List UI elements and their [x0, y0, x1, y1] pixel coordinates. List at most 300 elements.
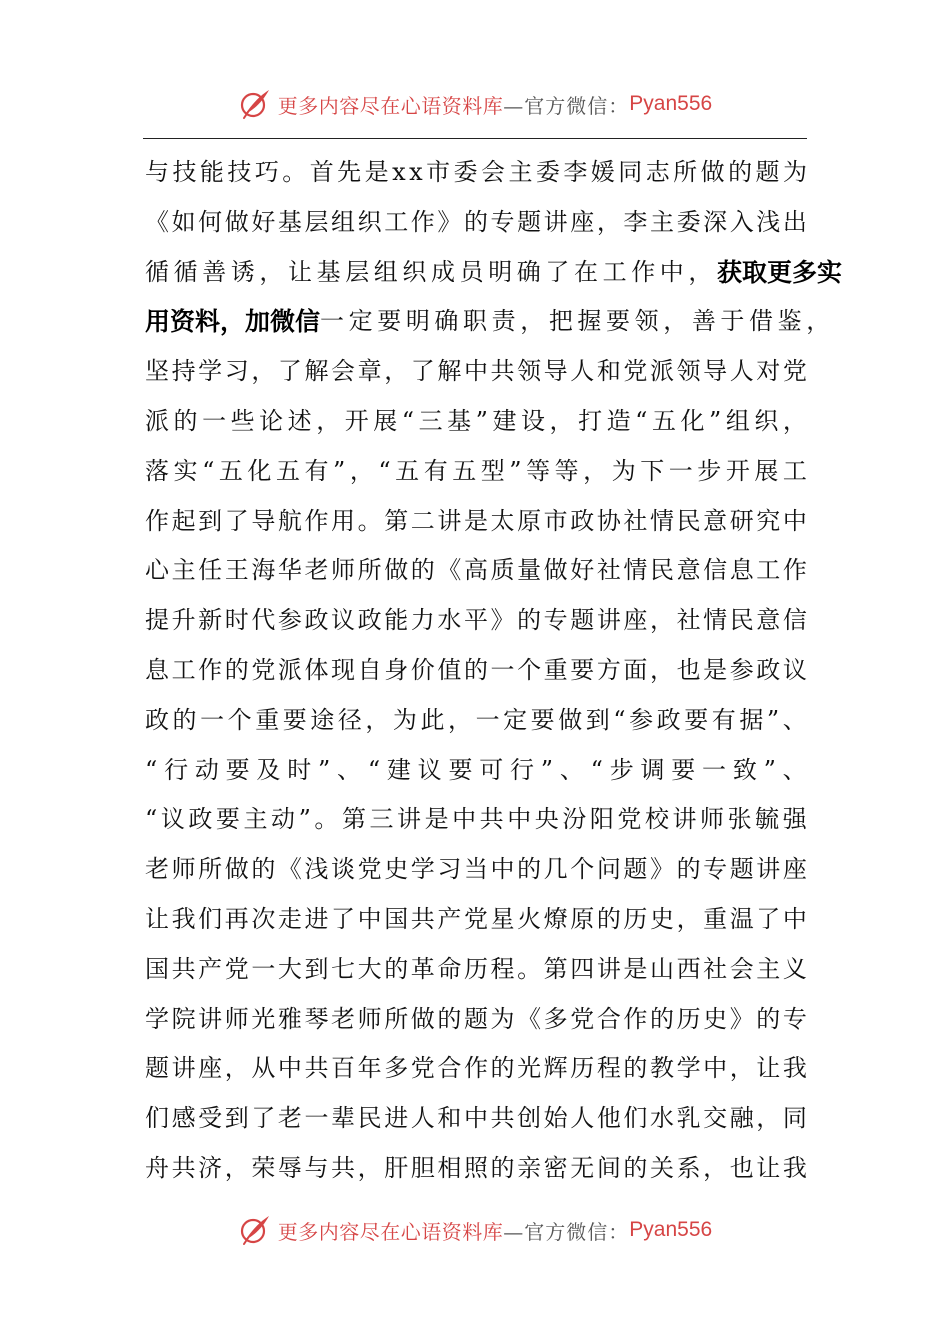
- text-char: 胆: [410, 1153, 435, 1182]
- text-char: 五: [395, 456, 420, 485]
- text-char: ”: [540, 755, 554, 784]
- text-char: 政: [570, 506, 595, 535]
- text-char: 及: [256, 755, 281, 784]
- text-char: 出: [782, 207, 807, 236]
- text-char: 同: [782, 1104, 807, 1133]
- text-char: 共: [304, 1054, 329, 1083]
- document-body: [145, 148, 843, 1194]
- text-char: 展: [373, 406, 398, 435]
- text-line-8: [145, 497, 807, 547]
- text-char: ，: [676, 904, 701, 933]
- text-char: 二: [410, 506, 435, 535]
- text-char: 李: [563, 158, 588, 186]
- text-char: 太: [490, 506, 515, 535]
- text-char: 我: [171, 904, 196, 933]
- text-char: 步: [609, 755, 634, 784]
- text-char: 会: [480, 158, 505, 186]
- text-char: 中: [357, 904, 382, 933]
- text-char: ，: [251, 357, 276, 386]
- text-char: 中: [507, 805, 532, 834]
- text-line-6: [145, 397, 807, 447]
- text-char: 有: [304, 456, 329, 485]
- text-char: 一: [490, 655, 515, 684]
- text-char: 据: [739, 705, 764, 734]
- text-char: 汾: [562, 805, 587, 834]
- text-char: 所: [384, 1004, 409, 1033]
- text-char: 此: [420, 705, 445, 734]
- text-char: 持: [171, 357, 196, 386]
- text-char: 中: [782, 904, 807, 933]
- text-char: ，: [357, 1153, 382, 1182]
- text-char: 政: [656, 705, 681, 734]
- text-char: 要: [282, 705, 307, 734]
- text-char: x: [392, 158, 406, 186]
- text-char: 合: [437, 1054, 462, 1083]
- text-char: 人: [410, 1104, 435, 1133]
- text-char: 一: [475, 705, 500, 734]
- text-char: 历: [570, 1054, 595, 1083]
- text-char: 领: [517, 357, 542, 386]
- text-char: 所: [357, 556, 382, 585]
- text-char: 老: [331, 1004, 356, 1033]
- text-char: 中: [782, 506, 807, 535]
- text-char: “: [635, 406, 648, 435]
- text-char: 五: [218, 456, 243, 485]
- text-char: 党: [410, 1054, 435, 1083]
- text-char: 首: [309, 158, 334, 186]
- text-char: 一: [668, 456, 693, 485]
- text-char: 途: [310, 705, 335, 734]
- text-char: 照: [463, 1153, 488, 1182]
- text-char: 进: [384, 1104, 409, 1133]
- text-char: 原: [570, 904, 595, 933]
- text-char: 李: [623, 207, 648, 236]
- text-char: 究: [756, 506, 781, 535]
- text-char: ”: [509, 456, 522, 485]
- text-char: 、: [782, 755, 807, 784]
- text-char: 师: [357, 1004, 382, 1033]
- text-char: 可: [479, 755, 504, 784]
- header-banner: [0, 84, 950, 124]
- quill-pen-logo-icon: [238, 87, 272, 121]
- text-char: 是: [623, 954, 648, 983]
- text-char: 也: [676, 655, 701, 684]
- text-line-5: [145, 347, 807, 397]
- text-char: 化: [680, 406, 705, 435]
- text-char: 织: [754, 406, 779, 435]
- text-char: 作: [410, 207, 435, 236]
- text-char: 巧: [254, 158, 279, 186]
- text-char: 任: [198, 556, 223, 585]
- text-char: 市: [426, 158, 451, 186]
- text-char: ”: [763, 755, 776, 784]
- text-char: 革: [410, 954, 435, 983]
- text-char: 升: [171, 606, 196, 635]
- text-char: ”: [317, 755, 331, 784]
- text-char: 参: [729, 655, 754, 684]
- text-char: 多: [384, 1054, 409, 1083]
- text-char: 密: [543, 1153, 568, 1182]
- text-char: 议: [782, 655, 807, 684]
- text-char: 好: [570, 556, 595, 585]
- text-char: 主: [243, 805, 268, 834]
- text-char: ，: [224, 1054, 249, 1083]
- text-char: 深: [703, 207, 728, 236]
- text-char: 社: [623, 506, 648, 535]
- text-line-4: [145, 297, 835, 347]
- text-char: 现: [331, 655, 356, 684]
- text-char: 们: [198, 904, 223, 933]
- text-char: 为: [611, 456, 636, 485]
- text-char: 如: [171, 207, 196, 236]
- text-char: 党: [617, 805, 642, 834]
- text-char: 师: [700, 805, 725, 834]
- text-char: 、: [559, 755, 584, 784]
- text-char: 的: [756, 1004, 781, 1033]
- text-char: 对: [756, 357, 781, 386]
- text-char: 习: [224, 357, 249, 386]
- text-char: 历: [676, 1004, 701, 1033]
- text-line-15: [145, 845, 807, 895]
- text-char: 作: [463, 1054, 488, 1083]
- text-char: 肝: [384, 1153, 409, 1182]
- text-char: 心: [145, 556, 169, 585]
- text-char: 关: [649, 1153, 674, 1182]
- text-char: 毓: [755, 805, 780, 834]
- footer-banner: [0, 1210, 950, 1250]
- text-char: 工: [782, 456, 807, 485]
- text-char: 五: [452, 456, 477, 485]
- text-char: 他: [596, 1104, 621, 1133]
- text-char: 市: [543, 506, 568, 535]
- text-char: 的: [224, 655, 249, 684]
- text-char: 参: [629, 705, 654, 734]
- text-char: 主: [649, 207, 674, 236]
- text-char: 意: [676, 556, 701, 585]
- text-char: 平: [463, 606, 488, 635]
- text-char: 程: [596, 1054, 621, 1083]
- text-char: 议: [331, 606, 356, 635]
- text-char: 阳: [589, 805, 614, 834]
- text-char: 重: [543, 655, 568, 684]
- text-char: 让: [145, 904, 169, 933]
- text-char: 高: [463, 556, 488, 585]
- text-char: 政: [756, 655, 781, 684]
- text-char: 先: [337, 158, 362, 186]
- text-char: 到: [304, 954, 329, 983]
- text-char: 意: [756, 606, 781, 635]
- text-line-3-start: 循循善诱，让基层组织成员明确了在工作中，: [145, 257, 717, 286]
- text-char: 委: [676, 207, 701, 236]
- text-line-14: [145, 795, 807, 845]
- text-char: 方: [596, 655, 621, 684]
- text-char: 燎: [543, 904, 568, 933]
- text-char: ，: [703, 1153, 728, 1182]
- text-char: 学: [145, 1004, 169, 1033]
- text-char: “: [202, 456, 215, 485]
- text-line-16: [145, 895, 807, 945]
- text-char: 讲: [672, 805, 697, 834]
- text-char: “: [145, 755, 158, 784]
- text-char: 让: [756, 1153, 781, 1182]
- text-char: 步: [697, 456, 722, 485]
- text-char: 是: [424, 805, 449, 834]
- text-char: 的: [463, 207, 488, 236]
- text-char: 历: [623, 904, 648, 933]
- text-char: x: [409, 158, 423, 186]
- text-char: ”: [766, 705, 780, 734]
- text-char: ”: [298, 805, 311, 834]
- text-char: 五: [275, 456, 300, 485]
- text-char: 共: [490, 1104, 515, 1133]
- text-char: 《: [517, 1004, 542, 1033]
- text-char: 致: [732, 755, 757, 784]
- text-char: 重: [703, 904, 728, 933]
- text-char: 师: [331, 556, 356, 585]
- text-char: 再: [224, 904, 249, 933]
- text-char: 做: [224, 855, 249, 884]
- text-char: 了: [410, 357, 435, 386]
- text-char: 火: [517, 904, 542, 933]
- text-char: 到: [585, 705, 610, 734]
- text-char: 中: [463, 357, 488, 386]
- text-char: 》: [437, 207, 462, 236]
- text-char: 是: [364, 158, 389, 186]
- text-char: 的: [596, 904, 621, 933]
- text-char: 量: [517, 556, 542, 585]
- text-char: “: [145, 805, 158, 834]
- text-char: 好: [251, 207, 276, 236]
- text-char: 四: [570, 954, 595, 983]
- text-char: 专: [703, 855, 728, 884]
- text-char: 开: [725, 456, 750, 485]
- text-char: 自: [357, 655, 382, 684]
- text-char: 讲: [596, 954, 621, 983]
- text-char: 有: [423, 456, 448, 485]
- text-char: 意: [703, 506, 728, 535]
- text-char: 走: [277, 904, 302, 933]
- text-char: ，: [316, 406, 341, 435]
- text-char: 谈: [331, 855, 356, 884]
- text-char: 体: [304, 655, 329, 684]
- text-char: 海: [251, 556, 276, 585]
- text-char: 章: [357, 357, 382, 386]
- text-char: 进: [304, 904, 329, 933]
- text-char: 座: [782, 855, 807, 884]
- text-char: 一: [304, 1104, 329, 1133]
- text-char: 动: [194, 755, 219, 784]
- text-char: 要: [215, 805, 240, 834]
- text-char: 型: [480, 456, 505, 485]
- text-char: 老: [145, 855, 169, 884]
- text-char: 教: [649, 1054, 674, 1083]
- text-char: 组: [331, 207, 356, 236]
- text-line-12: [145, 696, 807, 746]
- promo-text-part1: 获取更多实: [717, 257, 843, 287]
- text-char: 题: [755, 158, 780, 186]
- text-char: 专: [490, 207, 515, 236]
- text-char: 星: [490, 904, 515, 933]
- text-char: 们: [145, 1104, 169, 1133]
- text-char: ，: [649, 606, 674, 635]
- text-char: 师: [171, 855, 196, 884]
- text-char: 从: [251, 1054, 276, 1083]
- text-char: 学: [198, 357, 223, 386]
- text-char: 第: [384, 506, 409, 535]
- text-char: 、: [782, 705, 807, 734]
- text-line-9: [145, 546, 807, 596]
- text-char: 了: [756, 904, 781, 933]
- text-char: 王: [224, 556, 249, 585]
- text-char: 做: [558, 705, 583, 734]
- text-char: 习: [437, 855, 462, 884]
- text-char: 航: [277, 506, 302, 535]
- text-char: 党: [224, 954, 249, 983]
- text-char: 民: [649, 556, 674, 585]
- text-char: 共: [490, 357, 515, 386]
- text-char: 造: [606, 406, 631, 435]
- text-char: 中: [703, 1054, 728, 1083]
- text-char: 党: [782, 357, 807, 386]
- text-char: 中: [463, 1104, 488, 1133]
- text-char: 作: [304, 506, 329, 535]
- text-char: 坚: [145, 357, 169, 386]
- text-char: 舟: [145, 1153, 169, 1182]
- text-char: 史: [384, 855, 409, 884]
- text-line-21: [145, 1144, 807, 1194]
- text-char: “: [367, 755, 381, 784]
- text-char: 同: [618, 158, 643, 186]
- text-char: 校: [644, 805, 669, 834]
- text-char: 径: [337, 705, 362, 734]
- text-char: 要: [530, 705, 555, 734]
- text-char: 工: [384, 207, 409, 236]
- text-char: 情: [623, 556, 648, 585]
- text-char: 调: [640, 755, 665, 784]
- text-char: 技: [172, 158, 197, 186]
- text-char: 人: [570, 1104, 595, 1133]
- text-char: 述: [287, 406, 312, 435]
- text-char: 解: [304, 357, 329, 386]
- text-char: 做: [224, 207, 249, 236]
- text-char: 行: [164, 755, 189, 784]
- text-char: ，: [596, 207, 621, 236]
- text-char: 程: [490, 954, 515, 983]
- text-char: 作: [782, 556, 807, 585]
- text-char: 协: [596, 506, 621, 535]
- text-char: 《: [145, 207, 169, 236]
- text-char: 为: [392, 705, 417, 734]
- text-char: ，: [224, 1153, 249, 1182]
- text-char: 些: [230, 406, 255, 435]
- text-char: 情: [649, 506, 674, 535]
- text-line-18: [145, 995, 807, 1045]
- text-char: 民: [357, 1104, 382, 1133]
- text-char: 《: [277, 855, 302, 884]
- text-char: 党: [570, 1004, 595, 1033]
- text-char: 志: [645, 158, 670, 186]
- text-char: 辈: [331, 1104, 356, 1133]
- text-char: 的: [649, 1004, 674, 1033]
- text-char: 要: [225, 755, 250, 784]
- text-char: 要: [684, 705, 709, 734]
- text-char: 作: [145, 506, 169, 535]
- text-char: 浅: [756, 207, 781, 236]
- text-char: 产: [437, 904, 462, 933]
- text-char: 落: [145, 456, 169, 485]
- text-char: 个: [517, 655, 542, 684]
- text-char: 问: [596, 855, 621, 884]
- text-char: 的: [172, 705, 197, 734]
- text-char: 政: [357, 606, 382, 635]
- text-char: 所: [198, 855, 223, 884]
- text-char: 师: [224, 1004, 249, 1033]
- text-char: 的: [490, 1054, 515, 1083]
- text-char: 共: [171, 954, 196, 983]
- text-char: 座: [623, 606, 648, 635]
- text-char: 、: [337, 755, 362, 784]
- text-char: 乳: [676, 1104, 701, 1133]
- text-char: 会: [729, 954, 754, 983]
- text-char: 题: [517, 207, 542, 236]
- text-char: 委: [535, 158, 560, 186]
- text-char: 息: [729, 556, 754, 585]
- text-char: ，: [756, 1104, 781, 1133]
- text-char: 浅: [304, 855, 329, 884]
- text-char: 几: [543, 855, 568, 884]
- text-char: 们: [623, 1104, 648, 1133]
- banner-site-text: 更多内容尽在心语资料库: [277, 1219, 504, 1244]
- text-char: 亲: [517, 1153, 542, 1182]
- text-char: 温: [729, 904, 754, 933]
- text-char: 新: [198, 606, 223, 635]
- text-char: 派: [145, 406, 169, 435]
- text-char: 媛: [590, 158, 615, 186]
- text-char: 题: [463, 1004, 488, 1033]
- text-char: 议: [160, 805, 185, 834]
- text-char: ，: [384, 357, 409, 386]
- text-char: 融: [729, 1104, 754, 1133]
- text-char: 为: [782, 158, 807, 186]
- text-char: 年: [357, 1054, 382, 1083]
- text-char: 论: [259, 406, 284, 435]
- text-char: 华: [277, 556, 302, 585]
- text-char: 的: [623, 1054, 648, 1083]
- text-char: 交: [703, 1104, 728, 1133]
- text-char: 党: [463, 904, 488, 933]
- text-line-7: [145, 447, 807, 497]
- text-char: 一: [200, 705, 225, 734]
- text-char: 专: [782, 1004, 807, 1033]
- text-char: 原: [517, 506, 542, 535]
- text-char: 水: [649, 1104, 674, 1133]
- text-char: 与: [145, 158, 169, 186]
- text-char: 建: [492, 406, 517, 435]
- text-char: 派: [277, 655, 302, 684]
- text-char: 当: [463, 855, 488, 884]
- text-char: 中: [452, 805, 477, 834]
- text-char: 命: [437, 954, 462, 983]
- text-char: 》: [729, 1004, 754, 1033]
- text-char: 个: [227, 705, 252, 734]
- text-line-13: [145, 746, 807, 796]
- text-char: 质: [490, 556, 515, 585]
- text-char: 题: [729, 855, 754, 884]
- text-char: 会: [331, 357, 356, 386]
- text-char: 山: [649, 954, 674, 983]
- text-line-20: [145, 1094, 807, 1144]
- text-char: 研: [729, 506, 754, 535]
